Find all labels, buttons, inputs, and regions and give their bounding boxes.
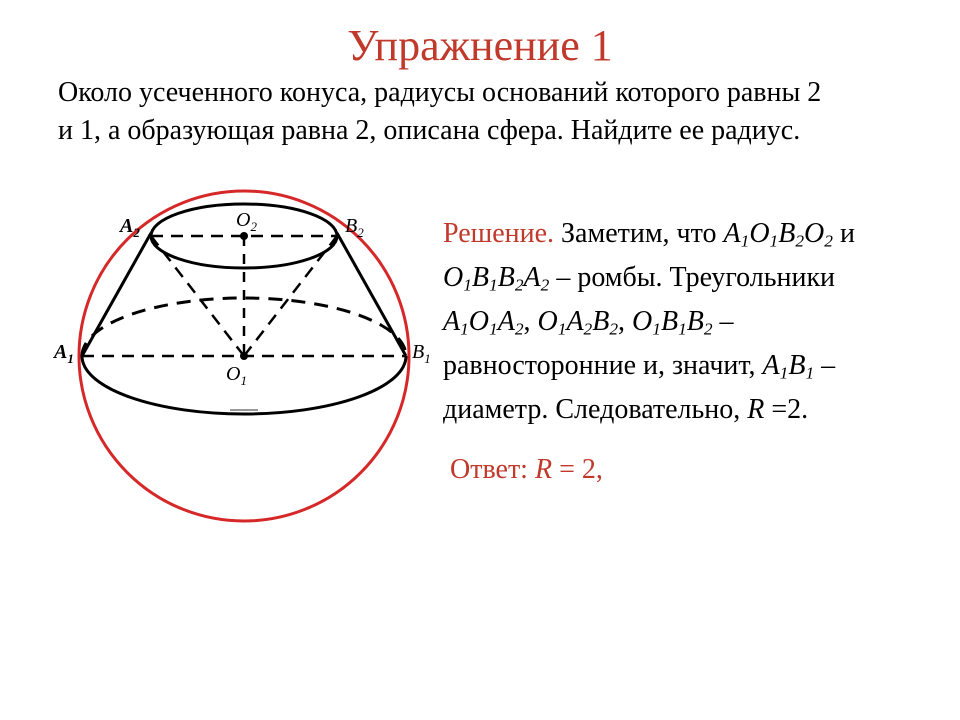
label-o1: $O_1$ <box>226 363 247 388</box>
solution-text <box>443 212 943 432</box>
solution-line-2 <box>443 256 943 300</box>
segment-o1a2 <box>151 236 244 356</box>
triangle-1: $A_1O_1A_2$ <box>443 306 524 339</box>
label-a1: $A_1$ <box>54 341 74 366</box>
problem-statement <box>58 74 948 150</box>
solution-r-var: R <box>747 394 765 425</box>
solution-lead: Решение. <box>443 218 555 249</box>
answer-var: R <box>534 454 553 485</box>
point-o2 <box>240 232 248 240</box>
solution-r-val: =2. <box>764 394 809 425</box>
label-b1: $B_1$ <box>412 341 431 366</box>
solution-dash: – <box>712 306 734 337</box>
label-o2: $O_2$ <box>236 209 257 234</box>
answer-value: = 2, <box>552 454 603 485</box>
problem-line-1: Около усеченного конуса, радиусы оснований которого равны 2 <box>58 77 822 108</box>
triangle-3: $O_1B_1B_2$ <box>632 306 713 339</box>
solution-conclusion: диаметр. Следовательно, <box>443 394 748 425</box>
triangle-2: $O_1A_2B_2$ <box>537 306 619 339</box>
label-a2: $A_2$ <box>120 215 140 240</box>
answer-label: Ответ: <box>450 454 535 485</box>
solution-equilateral: равносторонние и, значит, <box>443 350 763 381</box>
slide-title: Упражнение 1 <box>347 21 613 70</box>
solution-line-5 <box>443 388 943 432</box>
solution-line-1 <box>443 212 943 256</box>
point-o1 <box>240 352 248 360</box>
rhombus-2: $O_1B_1B_2A_2$ <box>443 262 550 295</box>
solution-diam-tail: – <box>814 350 836 381</box>
answer <box>450 450 603 490</box>
problem-line-2: и 1, а образующая равна 2, описана сфера. Найдите ее радиус. <box>58 115 801 146</box>
label-b2: $B_2$ <box>345 215 364 240</box>
solution-line-4 <box>443 344 943 388</box>
rhombus-1: $A_1O_1B_2O_2$ <box>723 218 833 251</box>
frustum-sphere-diagram <box>0 180 440 540</box>
solution-rhombi: – ромбы. Треугольники <box>549 262 836 293</box>
solution-and: и <box>832 218 855 249</box>
segment-o1b2 <box>244 236 337 356</box>
solution-text-intro: Заметим, что <box>554 218 724 249</box>
solution-line-3: $A_1O_1A_2$, $O_1A_2B_2$, $O_1B_1B_2$ – <box>443 306 734 339</box>
diameter-segment: $A_1B_1$ <box>762 350 815 383</box>
